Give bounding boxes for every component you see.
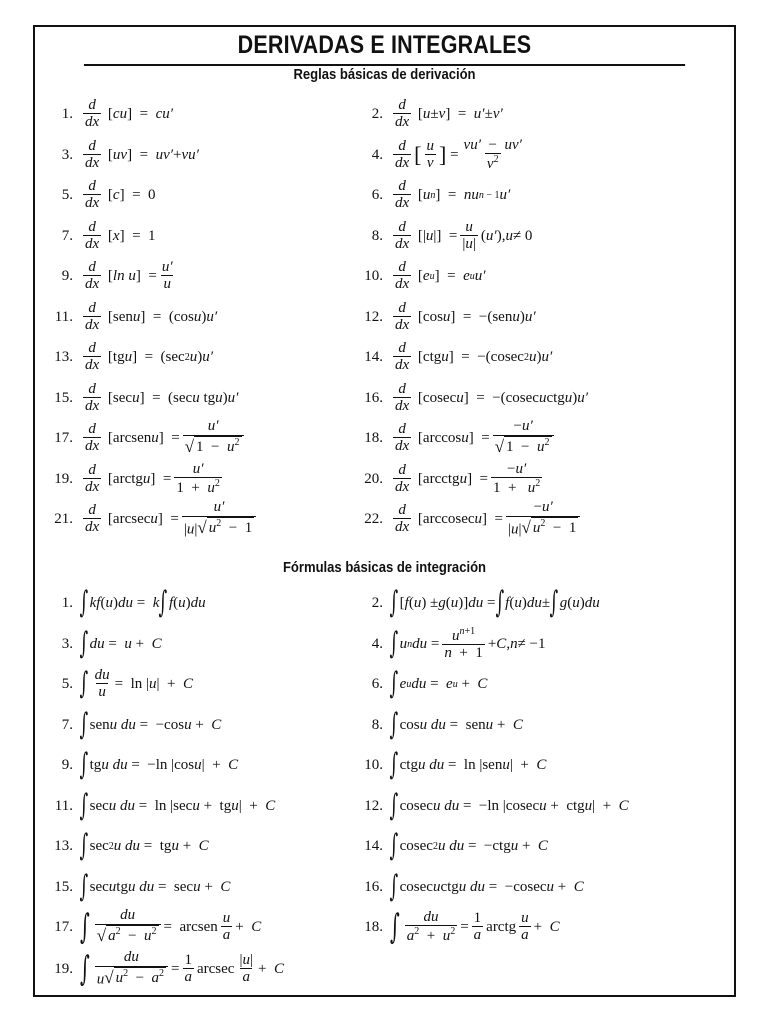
- derivative-formula-2: 2. $\frac{d}{dx}$ [ u ± v ] = u′ ± v′: [371, 96, 503, 131]
- derivative-formula-15: 15. $\frac{d}{dx}$ [sec u ] = (sec u tg u ) u′: [54, 380, 239, 415]
- formula-expression: $\frac{d}{dx}$ [ uv ] = uv′ + vu′: [85, 137, 199, 172]
- formula-expression: ∫ cos u du = sen u + C: [389, 707, 523, 742]
- derivative-formula-10: 10. $\frac{d}{dx}$ [ e u ] = e u u′: [364, 258, 486, 293]
- formula-expression: $\frac{d}{dx}$ [arcctg u ] = $\frac{-u'}{1 + u^2}$: [395, 460, 541, 497]
- formula-expression: ∫ sen u du = −cos u + C: [79, 707, 222, 742]
- integral-formula-18: 18. ∫ $\frac{du}{a^2 + u^2}$ = $\frac{1}{a}$ arctg $\frac{u}{a}$ + C: [364, 907, 560, 947]
- integral-formula-9: 9. ∫ tg u du = −ln |cos u | + C: [61, 747, 239, 782]
- formula-expression: $\frac{d}{dx}$ [cos u ] = −(sen u ) u′: [395, 299, 536, 334]
- integral-formula-8: 8. ∫ cos u du = sen u + C: [371, 707, 523, 742]
- integrals-heading: Fórmulas básicas de integración: [282, 560, 487, 576]
- derivative-formula-3: 3. $\frac{d}{dx}$ [ uv ] = uv′ + vu′: [61, 137, 199, 172]
- formula-expression: $\frac{d}{dx}$ [ cu ] = cu′: [85, 96, 174, 131]
- formula-expression: $\frac{d}{dx}$ [ x ] = 1: [85, 218, 156, 253]
- integral-formula-5: 5. ∫ $\frac{du}{u}$ = ln | u | + C: [61, 666, 194, 701]
- integral-formula-14: 14. ∫ cosec 2 u du = −ctg u + C: [364, 828, 548, 863]
- formula-expression: $\frac{d}{dx}$ [ c ] = 0: [85, 177, 156, 212]
- derivatives-heading: Reglas básicas de derivación: [293, 67, 476, 83]
- formula-expression: $\frac{d}{dx}$ [arcsen u ] = u′ √ $1 - u^2$: [80, 418, 247, 457]
- formula-expression: $\frac{d}{dx}$ [| u |] = $\frac{u}{|u|}$ ( u′ ), u ≠ 0: [395, 218, 533, 253]
- integral-formula-3: 3. ∫ du = u + C: [61, 626, 162, 661]
- derivative-formula-9: 9. $\frac{d}{dx}$ [ ln u ] = $\frac{u'}{u}$: [45, 257, 178, 295]
- derivative-formula-7: 7. $\frac{d}{dx}$ [ x ] = 1: [61, 218, 156, 253]
- integral-formula-6: 6. ∫ e u du = e u + C: [371, 666, 488, 701]
- formula-expression: $\frac{d}{dx}$ [arcsec u ] = u′ |u| √ $u^2 - 1$: [80, 499, 259, 538]
- formula-expression: $\frac{d}{dx}$ [ u n ] = nu n − 1 u′: [395, 177, 511, 212]
- derivative-formula-6: 6. $\frac{d}{dx}$ [ u n ] = nu n − 1 u′: [371, 177, 511, 212]
- formula-expression: ∫ sec u tg u du = sec u + C: [79, 869, 231, 904]
- formula-expression: ∫ du √ $a^2 - u^2$ = arcsen $\frac{u}{a}$ + C: [79, 907, 262, 947]
- integral-formula-2: 2. ∫ [ f ( u ) ± g ( u )] du = ∫ f ( u ) du ± ∫ g ( u ) du: [371, 585, 600, 620]
- integral-formula-19: 19. ∫ du u √ $u^2 - a^2$ = $\frac{1}{a}$ arcsec $\frac{|u|}{a}$ + C: [54, 949, 284, 989]
- integral-formula-16: 16. ∫ cosec u ctg u du = −cosec u + C: [364, 869, 584, 904]
- formula-expression: $\frac{d}{dx}$ [arctg u ] = $\frac{u'}{1 + u^2}$: [85, 460, 220, 497]
- derivative-formula-16: 16. $\frac{d}{dx}$ [cosec u ] = −(cosec u ctg u ) u′: [364, 380, 589, 415]
- formula-expression: $\frac{d}{dx}$ [ u ± v ] = u′ ± v′: [395, 96, 503, 131]
- derivative-formula-5: 5. $\frac{d}{dx}$ [ c ] = 0: [61, 177, 156, 212]
- derivative-formula-21: 21. $\frac{d}{dx}$ [arcsec u ] = u′ |u| √ $u^2 - 1$: [45, 500, 259, 538]
- derivative-formula-14: 14. $\frac{d}{dx}$ [ctg u ] = −(cosec 2 u ) u′: [364, 339, 553, 374]
- derivative-formula-19: 19. $\frac{d}{dx}$ [arctg u ] = $\frac{u'}{1 + u^2}$: [45, 460, 225, 498]
- derivative-formula-8: 8. $\frac{d}{dx}$ [| u |] = $\frac{u}{|u|}$ ( u′ ), u ≠ 0: [371, 218, 533, 253]
- derivative-formula-18: 18. $\frac{d}{dx}$ [arccos u ] = −u′ √ $1 - u^2$: [355, 419, 557, 457]
- page-title: DERIVADAS E INTEGRALES: [84, 27, 685, 66]
- formula-expression: ∫ kf ( u ) du = k ∫ f ( u ) du: [79, 585, 206, 620]
- derivative-formula-17: 17. $\frac{d}{dx}$ [arcsen u ] = u′ √ $1 - u^2$: [45, 419, 247, 457]
- integral-formula-12: 12. ∫ cosec u du = −ln |cosec u + ctg u | + C: [364, 788, 629, 823]
- derivative-formula-12: 12. $\frac{d}{dx}$ [cos u ] = −(sen u ) u′: [364, 299, 536, 334]
- formula-expression: $\frac{d}{dx}$ [sec u ] = (sec u tg u ) u′: [85, 380, 239, 415]
- integral-formula-10: 10. ∫ ctg u du = ln |sen u | + C: [364, 747, 547, 782]
- derivative-formula-11: 11. $\frac{d}{dx}$ [sen u ] = (cos u ) u′: [54, 299, 218, 334]
- integral-formula-4: 4. ∫ u n du = $\frac{u^{n+1}}{n + 1}$ + C , n ≠ −1: [371, 625, 546, 662]
- formula-expression: ∫ u n du = $\frac{u^{n+1}}{n + 1}$ + C , n ≠ −1: [389, 625, 546, 662]
- integral-formula-17: 17. ∫ du √ $a^2 - u^2$ = arcsen $\frac{u}{a}$ + C: [54, 907, 262, 947]
- formula-expression: ∫ du = u + C: [79, 626, 162, 661]
- formula-expression: $\frac{d}{dx}$ [tg u ] = (sec 2 u ) u′: [85, 339, 213, 374]
- formula-expression: ∫ sec 2 u du = tg u + C: [79, 828, 209, 863]
- integral-formula-11: 11. ∫ sec u du = ln |sec u + tg u | + C: [54, 788, 276, 823]
- formula-expression: $\frac{d}{dx}$ [cosec u ] = −(cosec u ctg u ) u′: [395, 380, 589, 415]
- formula-expression: $\frac{d}{dx}$ [ ln u ] = $\frac{u'}{u}$: [85, 258, 173, 293]
- formula-expression: $\frac{d}{dx}$ [ e u ] = e u u′: [395, 258, 486, 293]
- formula-expression: ∫ $\frac{du}{u}$ = ln | u | + C: [79, 666, 194, 701]
- formula-expression: ∫ cosec u du = −ln |cosec u + ctg u | + C: [389, 788, 629, 823]
- formula-expression: ∫ du u √ $u^2 - a^2$ = $\frac{1}{a}$ arcsec $\frac{|u|}{a}$ + C: [79, 949, 284, 989]
- formula-expression: $\frac{d}{dx}$ [sen u ] = (cos u ) u′: [85, 299, 218, 334]
- derivative-formula-4: 4. $\frac{d}{dx}$ [ $\frac{u}{v}$ ] = $\frac{vu' - uv'}{v^2}$: [355, 136, 527, 174]
- formula-expression: $\frac{d}{dx}$ [ctg u ] = −(cosec 2 u ) u′: [395, 339, 553, 374]
- derivative-formula-22: 22. $\frac{d}{dx}$ [arccosec u ] = −u′ |u| √ $u^2 - 1$: [355, 500, 583, 538]
- integral-formula-13: 13. ∫ sec 2 u du = tg u + C: [54, 828, 209, 863]
- formula-expression: ∫ e u du = e u + C: [389, 666, 488, 701]
- formula-expression: ∫ ctg u du = ln |sen u | + C: [389, 747, 547, 782]
- formula-expression: ∫ cosec u ctg u du = −cosec u + C: [389, 869, 584, 904]
- integral-formula-7: 7. ∫ sen u du = −cos u + C: [61, 707, 222, 742]
- formula-expression: ∫ cosec 2 u du = −ctg u + C: [389, 828, 548, 863]
- formula-expression: ∫ [ f ( u ) ± g ( u )] du = ∫ f ( u ) du ± ∫ g ( u ) du: [389, 585, 600, 620]
- derivative-formula-1: 1. $\frac{d}{dx}$ [ cu ] = cu′: [61, 96, 174, 131]
- formula-expression: $\frac{d}{dx}$ [arccos u ] = −u′ √ $1 - u^2$: [390, 418, 557, 457]
- derivative-formula-13: 13. $\frac{d}{dx}$ [tg u ] = (sec 2 u ) u′: [54, 339, 213, 374]
- formula-expression: $\frac{d}{dx}$ [arccosec u ] = −u′ |u| √ $u^2 - 1$: [390, 499, 583, 538]
- integral-formula-15: 15. ∫ sec u tg u du = sec u + C: [54, 869, 231, 904]
- integral-formula-1: 1. ∫ kf ( u ) du = k ∫ f ( u ) du: [61, 585, 206, 620]
- formula-expression: $\frac{d}{dx}$ [ $\frac{u}{v}$ ] = $\frac{vu' - uv'}{v^2}$: [395, 136, 522, 173]
- derivative-formula-20: 20. $\frac{d}{dx}$ [arcctg u ] = $\frac{-u'}{1 + u^2}$: [355, 460, 545, 498]
- formula-expression: ∫ $\frac{du}{a^2 + u^2}$ = $\frac{1}{a}$ arctg $\frac{u}{a}$ + C: [389, 907, 560, 947]
- formula-expression: ∫ sec u du = ln |sec u + tg u | + C: [79, 788, 276, 823]
- formula-expression: ∫ tg u du = −ln |cos u | + C: [79, 747, 239, 782]
